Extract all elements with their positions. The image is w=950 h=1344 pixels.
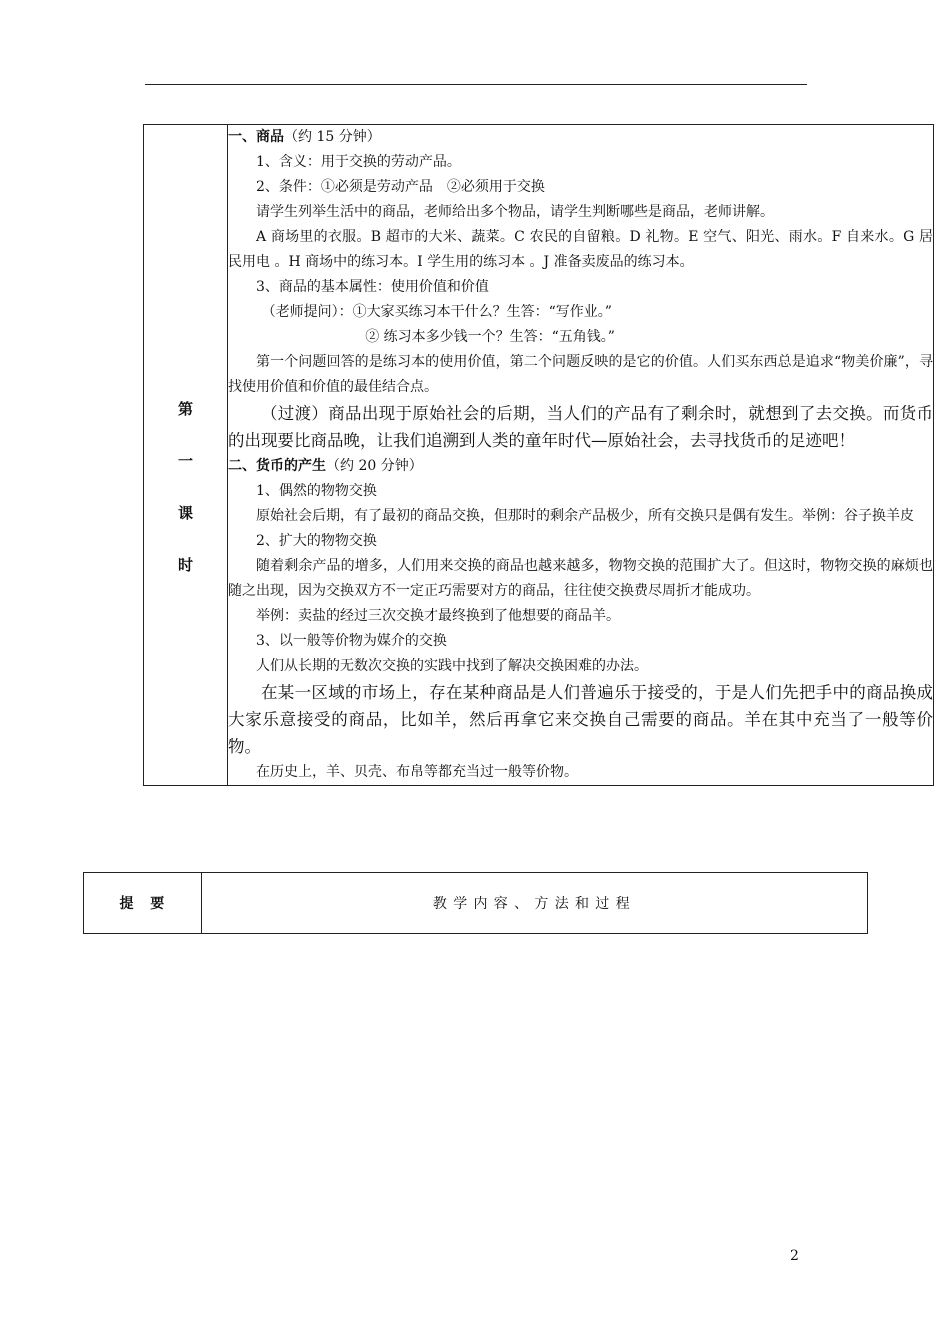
- section2-title: 二、货币的产生: [228, 458, 326, 474]
- s1-prompt: 请学生列举生活中的商品，老师给出多个物品，请学生判断哪些是商品，老师讲解。: [256, 204, 774, 220]
- header-rule: [145, 84, 807, 85]
- period-char-2: 一: [177, 452, 193, 470]
- summary-row: [84, 873, 868, 934]
- section2-time: （约 20 分钟）: [326, 458, 423, 474]
- s1-examples: A 商场里的衣服。B 超市的大米、蔬菜。C 农民的自留粮。D 礼物。E 空气、阳光、雨水。F 自来水。G 居民用电 。H 商场中的练习本。I 学生用的练习本 。J 准备卖废品的练习本。: [228, 229, 933, 270]
- s1-question1: （老师提问）：①大家买练习本干什么？生答：“写作业。”: [261, 304, 612, 320]
- s2-item2-example: 举例：卖盐的经过三次交换才最终换到了他想要的商品羊。: [256, 608, 620, 624]
- summary-label: 提要: [84, 873, 202, 934]
- section1-heading: [228, 125, 933, 150]
- period-char-4: 时: [177, 556, 193, 574]
- s1-transition: （过渡）商品出现于原始社会的后期，当人们的产品有了剩余时，就想到了去交换。而货币的出现要比商品晚，让我们追溯到人类的童年时代—原始社会，去寻找货币的足迹吧！: [228, 404, 933, 450]
- section1-time: （约 15 分钟）: [284, 129, 381, 145]
- summary-content-header: 教学内容、方法和过程: [201, 873, 867, 934]
- s2-item2: 2、扩大的物物交换: [256, 533, 377, 549]
- s2-item3: 3、以一般等价物为媒介的交换: [256, 633, 447, 649]
- s1-question2: ② 练习本多少钱一个？生答：“五角钱。”: [365, 329, 615, 345]
- section2-heading: [228, 454, 933, 479]
- lesson-row: [144, 125, 934, 786]
- s2-item1: 1、偶然的物物交换: [256, 483, 377, 499]
- lesson-table: [143, 124, 934, 786]
- lesson-content-cell: [228, 125, 934, 786]
- section1-title: 一、商品: [228, 129, 284, 145]
- period-char-1: 第: [177, 400, 193, 418]
- lesson-period-cell: [144, 125, 228, 786]
- s2-item1-text: 原始社会后期，有了最初的商品交换，但那时的剩余产品极少，所有交换只是偶有发生。举例：谷子换羊皮: [256, 508, 914, 524]
- s2-history: 在历史上，羊、贝壳、布帛等都充当过一般等价物。: [256, 764, 578, 780]
- summary-table: [83, 872, 868, 934]
- s2-item3-detail: 在某一区域的市场上，存在某种商品是人们普遍乐于接受的，于是人们先把手中的商品换成大家乐意接受的商品，比如羊，然后再拿它来交换自己需要的商品。羊在其中充当了一般等价物。: [228, 683, 933, 756]
- s2-item3-text: 人们从长期的无数次交换的实践中找到了解决交换困难的办法。: [256, 658, 648, 674]
- page-number: 2: [790, 1248, 799, 1264]
- s1-item1: 1、含义：用于交换的劳动产品。: [256, 154, 461, 170]
- s1-item3: 3、商品的基本属性：使用价值和价值: [256, 279, 489, 295]
- s1-item2: 2、条件：①必须是劳动产品 ②必须用于交换: [256, 179, 545, 195]
- period-char-3: 课: [177, 504, 193, 522]
- lesson-period-label: [144, 396, 227, 604]
- s2-item2-text: 随着剩余产品的增多，人们用来交换的商品也越来越多，物物交换的范围扩大了。但这时，物物交换的麻烦也随之出现，因为交换双方不一定正巧需要对方的商品，往往使交换费尽周折才能成功。: [228, 558, 933, 599]
- s1-explain: 第一个问题回答的是练习本的使用价值，第二个问题反映的是它的价值。人们买东西总是追求“物美价廉”，寻找使用价值和价值的最佳结合点。: [228, 354, 933, 395]
